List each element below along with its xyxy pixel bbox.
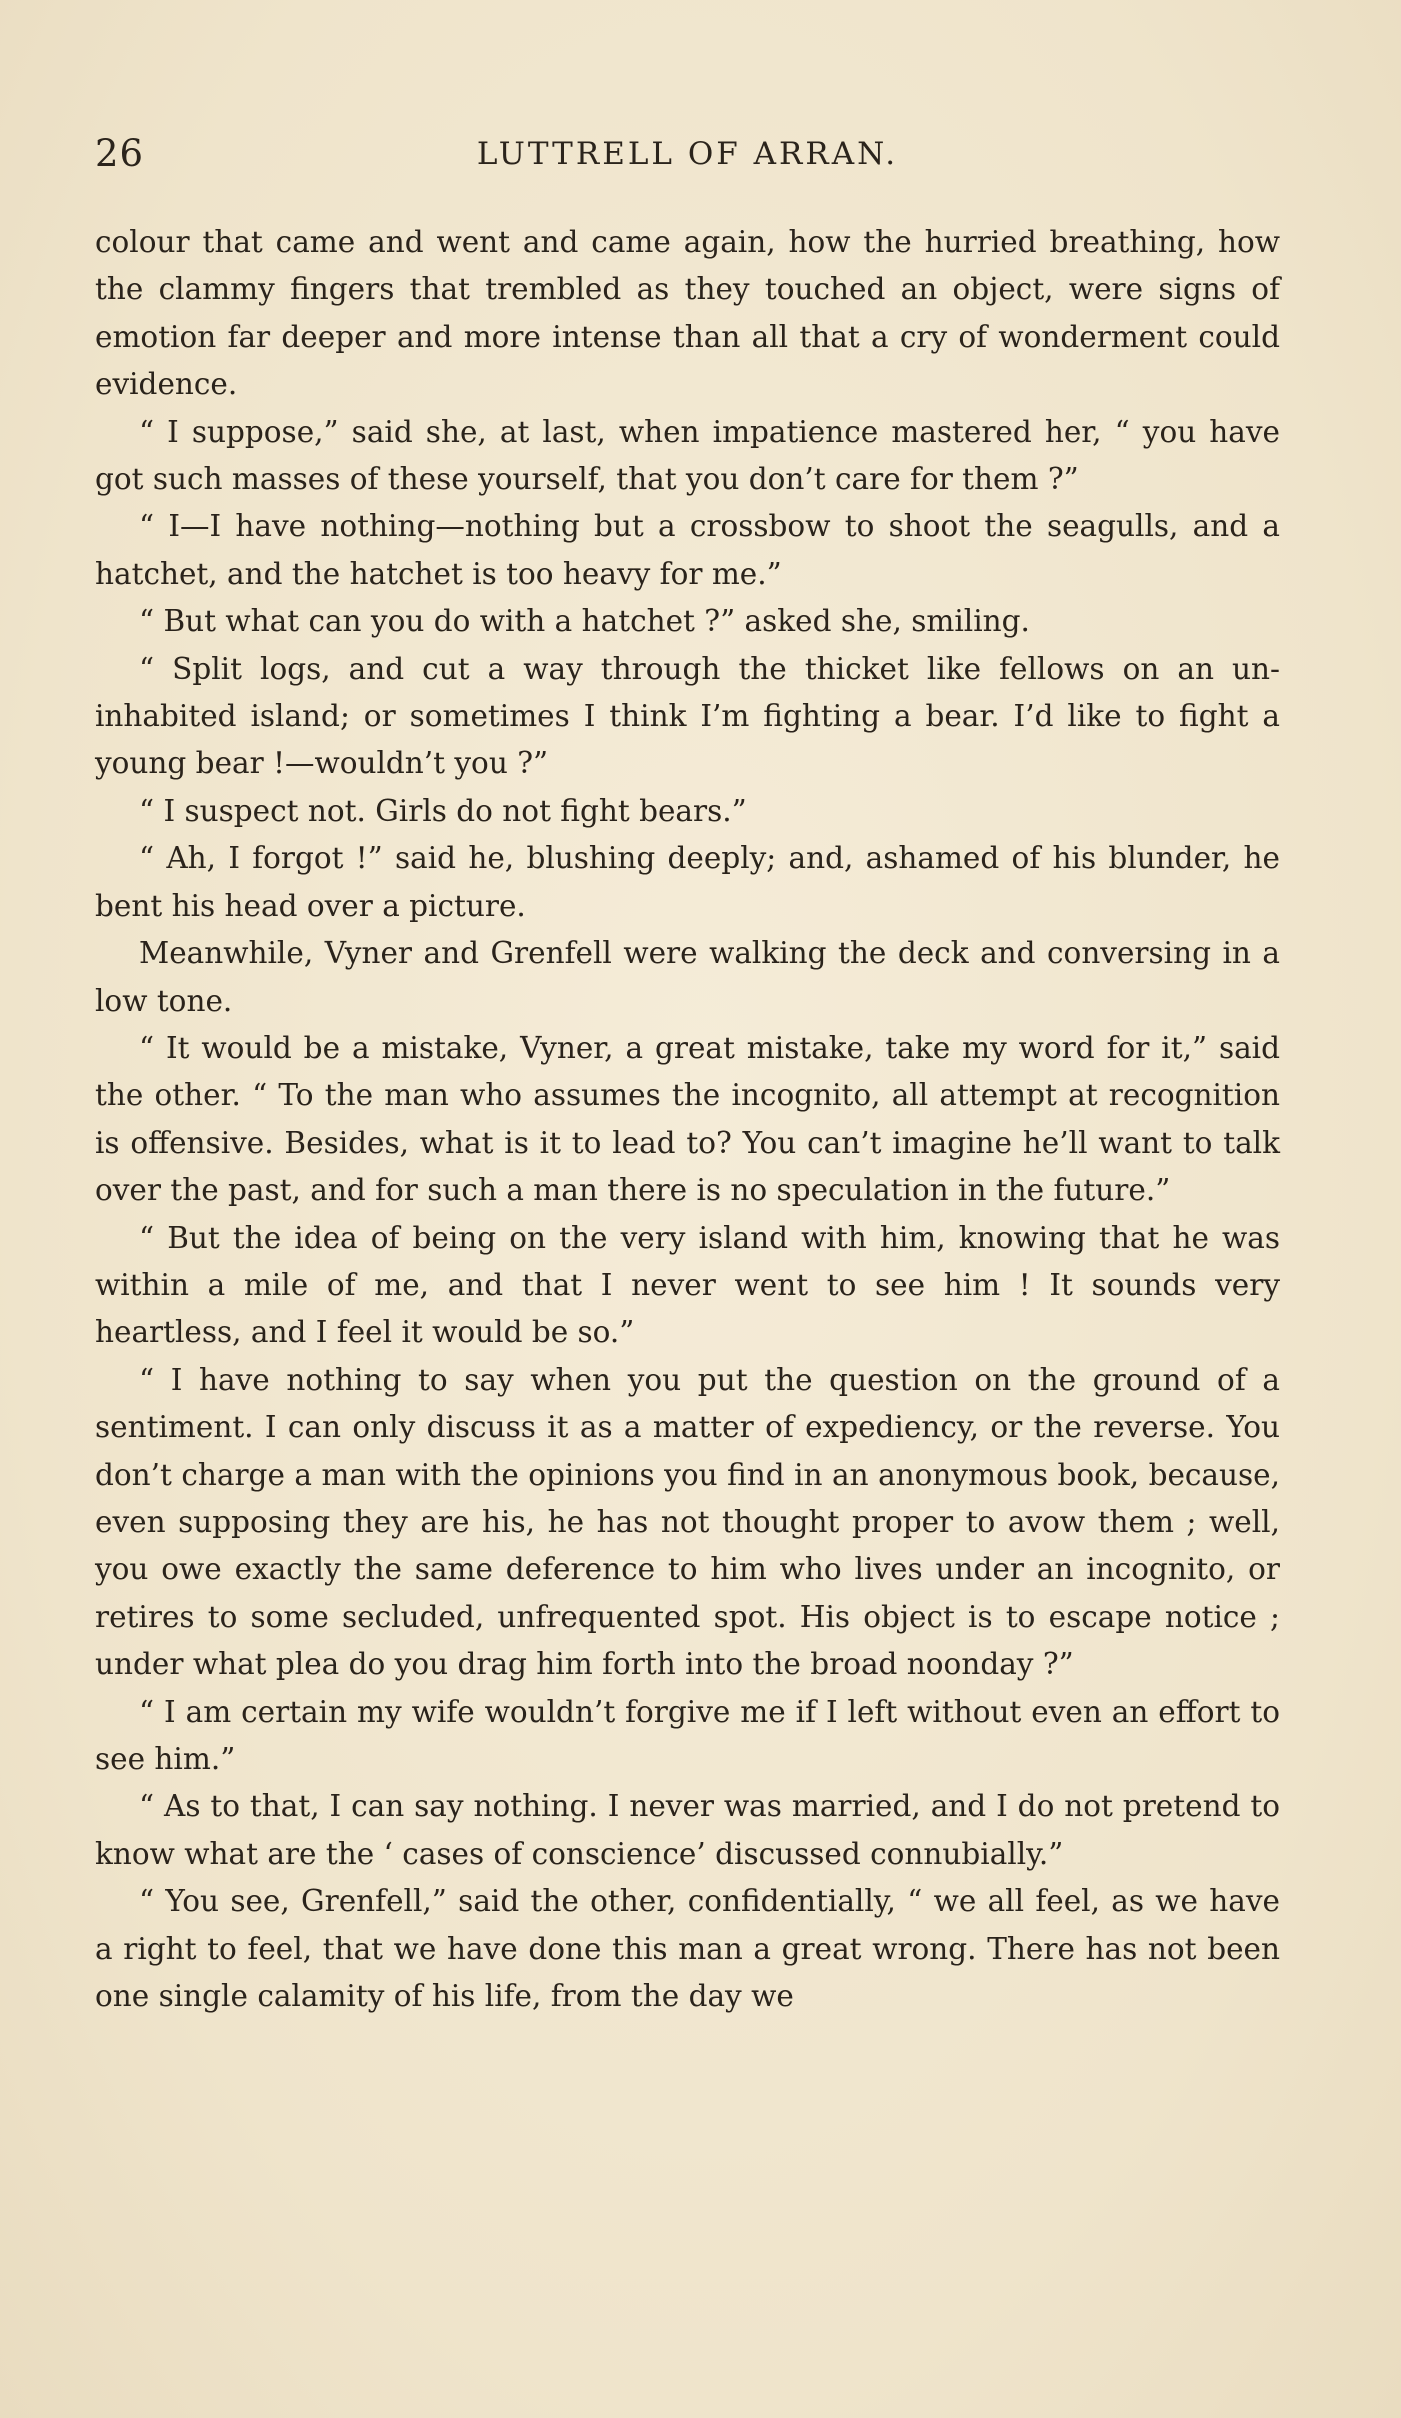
paragraph-continuation: colour that came and went and came again, how the hurried breathing, how the clammy fingers that trembled as they touched an object, were signs of emotion far deeper and more intense than all that a cry of wonderment could evidence. [95, 225, 1280, 402]
paragraph: “ It would be a mistake, Vyner, a great mistake, take my word for it,” said the other. “ To the man who assumes the incognito, all attempt at recognition is offensive. Besides, what is it to lead to? You can’t imagine he’ll want to talk over the past, and for such a man there is no speculation in the future.” [95, 1030, 1280, 1208]
paragraph: “ I suppose,” said she, at last, when impatience mastered her, “ you have got such masses of these yourself, that you don’t care for them ?” [95, 414, 1280, 497]
paragraph: “ I am certain my wife wouldn’t forgive me if I left without even an effort to see him.” [95, 1694, 1280, 1776]
paragraph: “ I suspect not. Girls do not fight bears.” [139, 793, 747, 828]
paragraph: Meanwhile, Vyner and Grenfell were walking the deck and conversing in a low tone. [95, 936, 1280, 1018]
page-number: 26 [95, 132, 145, 175]
paragraph: “ As to that, I can say nothing. I never was married, and I do not pretend to know what are the ‘ cases of conscience’ discussed connubially.” [95, 1789, 1280, 1871]
body-text [95, 219, 1280, 2020]
paragraph: “ I have nothing to say when you put the question on the ground of a sentiment. I can only discuss it as a matter of expediency, or the reverse. You don’t charge a man with the opinions you find in an anonymous book, because, even supposing they are his, he has not thought proper to avow them ; well, you owe exactly the same deference to him who lives under an incognito, or retires to some secluded, unfrequented spot. His object is to escape notice ; under what plea do you drag him forth into the broad noonday ?” [95, 1362, 1280, 1682]
paragraph: “ You see, Grenfell,” said the other, confidentially, “ we all feel, as we have a right to feel, that we have done this man a great wrong. There has not been one single calamity of his life, from the day we [95, 1884, 1280, 2014]
paragraph: “ I—I have nothing—nothing but a crossbow to shoot the seagulls, and a hatchet, and the hatchet is too heavy for me.” [95, 509, 1280, 591]
running-title: LUTTRELL OF ARRAN. [476, 136, 899, 172]
paragraph: “ Split logs, and cut a way through the thicket like fellows on an uninhabited island; or sometimes I think I’m fighting a bear. I’d like to fight a young bear !—wouldn’t you ?” [95, 651, 1280, 781]
page-header [95, 132, 1280, 192]
paragraph: “ But the idea of being on the very island with him, knowing that he was within a mile of me, and that I never went to see him ! It sounds very heartless, and I feel it would be so.” [95, 1220, 1280, 1350]
paragraph: “ But what can you do with a hatchet ?” asked she, smiling. [139, 604, 1030, 639]
paragraph: “ Ah, I forgot !” said he, blushing deeply; and, ashamed of his blunder, he bent his head over a picture. [95, 841, 1280, 923]
